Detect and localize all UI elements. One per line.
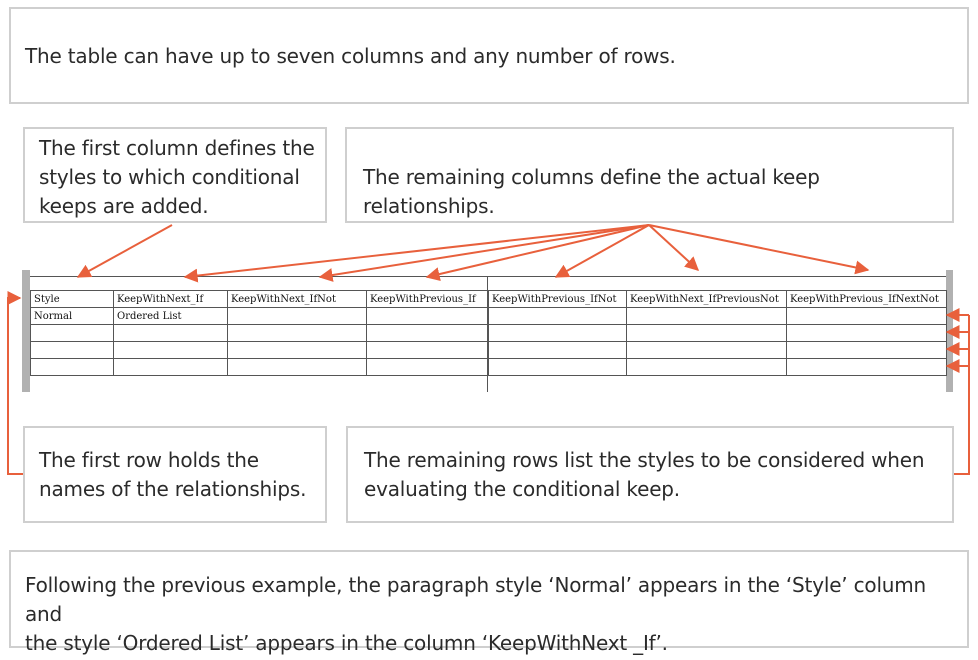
- table-cell: [114, 342, 228, 359]
- header-cell-keepwithprevious-if: KeepWithPrevious_If: [367, 291, 489, 308]
- table-cell: [367, 325, 489, 342]
- table-cell: [367, 342, 489, 359]
- table-row: [31, 308, 947, 325]
- callout-example-line: Following the previous example, the paragraph style ‘Normal’ appears in the ‘Style’ column and: [25, 573, 927, 626]
- document-window: [22, 270, 953, 392]
- table-cell: [228, 308, 367, 325]
- table-cell: [627, 359, 787, 376]
- arrow-to-keepwithnext-ifpreviousnot-column: [649, 225, 698, 270]
- header-cell-keepwithprevious-ifnextnot: KeepWithPrevious_IfNextNot: [787, 291, 947, 308]
- table-cell: [31, 342, 114, 359]
- callout-first-column: [23, 127, 327, 223]
- table-cell: [489, 308, 627, 325]
- table-cell: [787, 325, 947, 342]
- table-cell: [627, 342, 787, 359]
- header-cell-style: Style: [31, 291, 114, 308]
- callout-remaining-rows-line: evaluating the conditional keep.: [364, 477, 680, 501]
- header-cell-keepwithnext-ifnot: KeepWithNext_IfNot: [228, 291, 367, 308]
- table-cell: [627, 308, 787, 325]
- arrow-to-keepwithprevious-ifnextnot-column: [649, 225, 868, 270]
- bracket-remaining-rows: [954, 315, 969, 474]
- callout-remaining-columns: [345, 127, 954, 223]
- table-cell: [787, 359, 947, 376]
- table-cell: [228, 359, 367, 376]
- table-cell: [367, 308, 489, 325]
- callout-first-column-line: styles to which conditional: [39, 165, 300, 189]
- table-row: [31, 359, 947, 376]
- callout-table-size: [9, 7, 969, 104]
- table-cell: [114, 325, 228, 342]
- table-cell: [787, 342, 947, 359]
- arrow-to-header-row: [8, 298, 23, 474]
- callout-remaining-rows: [346, 426, 954, 523]
- table-cell: [627, 325, 787, 342]
- table-cell: [228, 325, 367, 342]
- callout-first-column-line: keeps are added.: [39, 194, 209, 218]
- callout-first-column-line: The first column defines the: [39, 136, 315, 160]
- callout-first-row-line: names of the relationships.: [39, 477, 307, 501]
- callout-table-size-text: The table can have up to seven columns and any number of rows.: [25, 44, 676, 68]
- table-cell: [787, 308, 947, 325]
- page-header-rule: [30, 276, 946, 277]
- table-cell: [114, 359, 228, 376]
- callout-first-row: [23, 426, 327, 523]
- callout-remaining-rows-line: The remaining rows list the styles to be considered when: [364, 448, 925, 472]
- table-cell: Normal: [31, 308, 114, 325]
- table-row: [31, 325, 947, 342]
- table-cell: [489, 359, 627, 376]
- table-row: [31, 342, 947, 359]
- table-cell: [367, 359, 489, 376]
- table-cell: Ordered List: [114, 308, 228, 325]
- header-cell-keepwithnext-ifpreviousnot: KeepWithNext_IfPreviousNot: [627, 291, 787, 308]
- table-cell: [31, 359, 114, 376]
- header-cell-keepwithprevious-ifnot: KeepWithPrevious_IfNot: [489, 291, 627, 308]
- table-cell: [228, 342, 367, 359]
- callout-first-row-line: The first row holds the: [39, 448, 259, 472]
- callout-remaining-columns-text: The remaining columns define the actual keep relationships.: [363, 165, 820, 218]
- table-header-row: [31, 291, 947, 308]
- table-cell: [31, 325, 114, 342]
- table-cell: [489, 325, 627, 342]
- callout-example-line: the style ‘Ordered List’ appears in the column ‘KeepWithNext _If’.: [25, 631, 668, 655]
- callout-example: [9, 550, 969, 655]
- header-cell-keepwithnext-if: KeepWithNext_If: [114, 291, 228, 308]
- conditional-keep-table: [30, 290, 947, 376]
- document-page: [30, 270, 946, 392]
- table-cell: [489, 342, 627, 359]
